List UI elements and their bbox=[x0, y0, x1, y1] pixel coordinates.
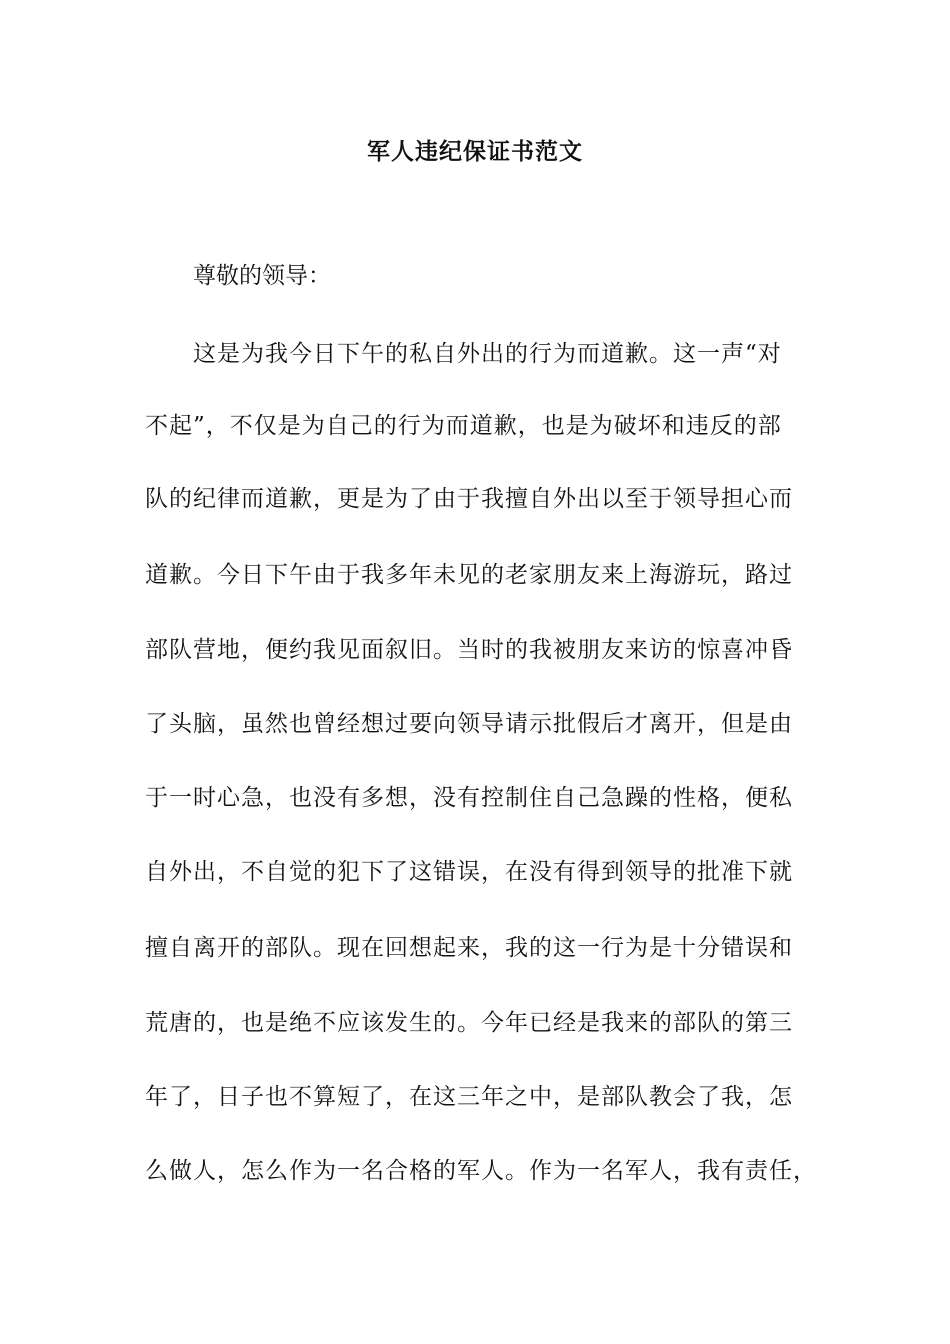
salutation: 尊敬的领导： bbox=[193, 263, 331, 289]
paragraph-line: 擅自离开的部队。现在回想起来，我的这一行为是十分错误和 bbox=[145, 935, 793, 961]
paragraph-line: 么做人，怎么作为一名合格的军人。作为一名军人，我有责任， bbox=[145, 1158, 817, 1184]
paragraph-line: 不起”，不仅是为自己的行为而道歉，也是为破坏和违反的部 bbox=[145, 413, 782, 439]
paragraph-line: 道歉。今日下午由于我多年未见的老家朋友来上海游玩，路过 bbox=[145, 562, 793, 588]
document-title: 军人违纪保证书范文 bbox=[367, 138, 583, 165]
paragraph-line: 部队营地，便约我见面叙旧。当时的我被朋友来访的惊喜冲昏 bbox=[145, 637, 793, 663]
paragraph-line: 队的纪律而道歉，更是为了由于我擅自外出以至于领导担心而 bbox=[145, 486, 793, 512]
paragraph-line: 于一时心急，也没有多想，没有控制住自己急躁的性格，便私 bbox=[145, 785, 793, 811]
paragraph-line: 这是为我今日下午的私自外出的行为而道歉。这一声“对 bbox=[193, 341, 782, 367]
paragraph-line: 了头脑，虽然也曾经想过要向领导请示批假后才离开，但是由 bbox=[145, 711, 793, 737]
paragraph-line: 年了，日子也不算短了，在这三年之中，是部队教会了我，怎 bbox=[145, 1084, 793, 1110]
paragraph-line: 自外出，不自觉的犯下了这错误，在没有得到领导的批准下就 bbox=[145, 859, 793, 885]
paragraph-line: 荒唐的，也是绝不应该发生的。今年已经是我来的部队的第三 bbox=[145, 1010, 793, 1036]
